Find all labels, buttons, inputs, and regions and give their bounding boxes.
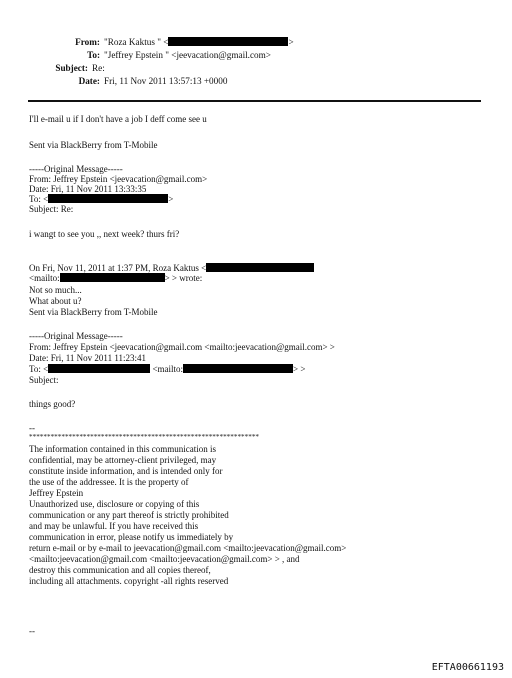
date-value: Fri, 11 Nov 2011 13:57:13 +0000 [104,76,228,86]
subject-label: Subject: [55,63,88,73]
disclaimer-line: constitute inside information, and is intended only for [29,466,223,476]
body-line: i wangt to see you ,, next week? thurs fri? [29,229,180,239]
from-value: "Roza Kaktus " < > [104,37,294,47]
redaction-bar [168,37,288,46]
body-line: Sent via BlackBerry from T-Mobile [29,307,158,317]
disclaimer-line: confidential, may be attorney-client privileged, may [29,455,217,465]
quote-attribution-mailto: <mailto: > > wrote: [29,273,203,283]
quoted-to: To: < > [29,194,174,204]
body-line: things good? [29,399,76,409]
body-line: Not so much... [29,285,82,295]
disclaimer-line: the use of the addressee. It is the property of [29,477,189,487]
body-line: What about u? [29,296,82,306]
quoted-subject: Subject: Re: [29,204,74,214]
header-divider [28,100,481,102]
quoted-date: Date: Fri, 11 Nov 2011 13:33:35 [29,184,147,194]
disclaimer-line: <mailto:jeevacation@gmail.com <mailto:jeevacation@gmail.com> > , and [29,554,300,564]
redaction-bar [183,364,293,373]
redaction-bar [206,263,314,272]
to-label: To: [87,50,100,60]
end-separator: -- [29,626,35,636]
disclaimer-line: return e-mail or by e-mail to jeevacation@gmail.com <mailto:jeevacation@gmail.com> [29,543,347,553]
original-message-divider: -----Original Message----- [29,164,123,174]
subject-value: Re: [92,63,105,73]
quote-attribution: On Fri, Nov 11, 2011 at 1:37 PM, Roza Kaktus < [29,263,314,273]
document-id: EFTA00661193 [431,662,504,673]
redaction-bar [48,194,168,203]
disclaimer-line: Jeffrey Epstein [29,488,84,498]
disclaimer-line: communication in error, please notify us immediately by [29,532,234,542]
quoted-subject: Subject: [29,375,59,385]
quoted-to: To: < <mailto: > > [29,364,306,374]
date-label: Date: [78,76,100,86]
from-label: From: [75,37,100,47]
redaction-bar [48,364,150,373]
quoted-from: From: Jeffrey Epstein <jeevacation@gmail.com> [29,174,208,184]
signature-separator: -- [29,423,35,433]
body-line: I'll e-mail u if I don't have a job I deff come see u [29,114,207,124]
disclaimer-line: destroy this communication and all copies thereof, [29,565,211,575]
disclaimer-line: including all attachments. copyright -all rights reserved [29,576,229,586]
redaction-bar [60,273,165,282]
quoted-from: From: Jeffrey Epstein <jeevacation@gmail.com <mailto:jeevacation@gmail.com> > [29,342,335,352]
disclaimer-line: Unauthorized use, disclosure or copying of this [29,499,200,509]
body-line: Sent via BlackBerry from T-Mobile [29,140,158,150]
original-message-divider: -----Original Message----- [29,331,123,341]
disclaimer-line: The information contained in this communication is [29,444,216,454]
disclaimer-line: communication or any part thereof is strictly prohibited [29,510,229,520]
asterisk-rule: **************************************************************** [29,433,259,441]
quoted-date: Date: Fri, 11 Nov 2011 11:23:41 [29,353,146,363]
disclaimer-line: and may be unlawful. If you have received this [29,521,199,531]
to-value: "Jeffrey Epstein " <jeevacation@gmail.com> [104,50,271,60]
